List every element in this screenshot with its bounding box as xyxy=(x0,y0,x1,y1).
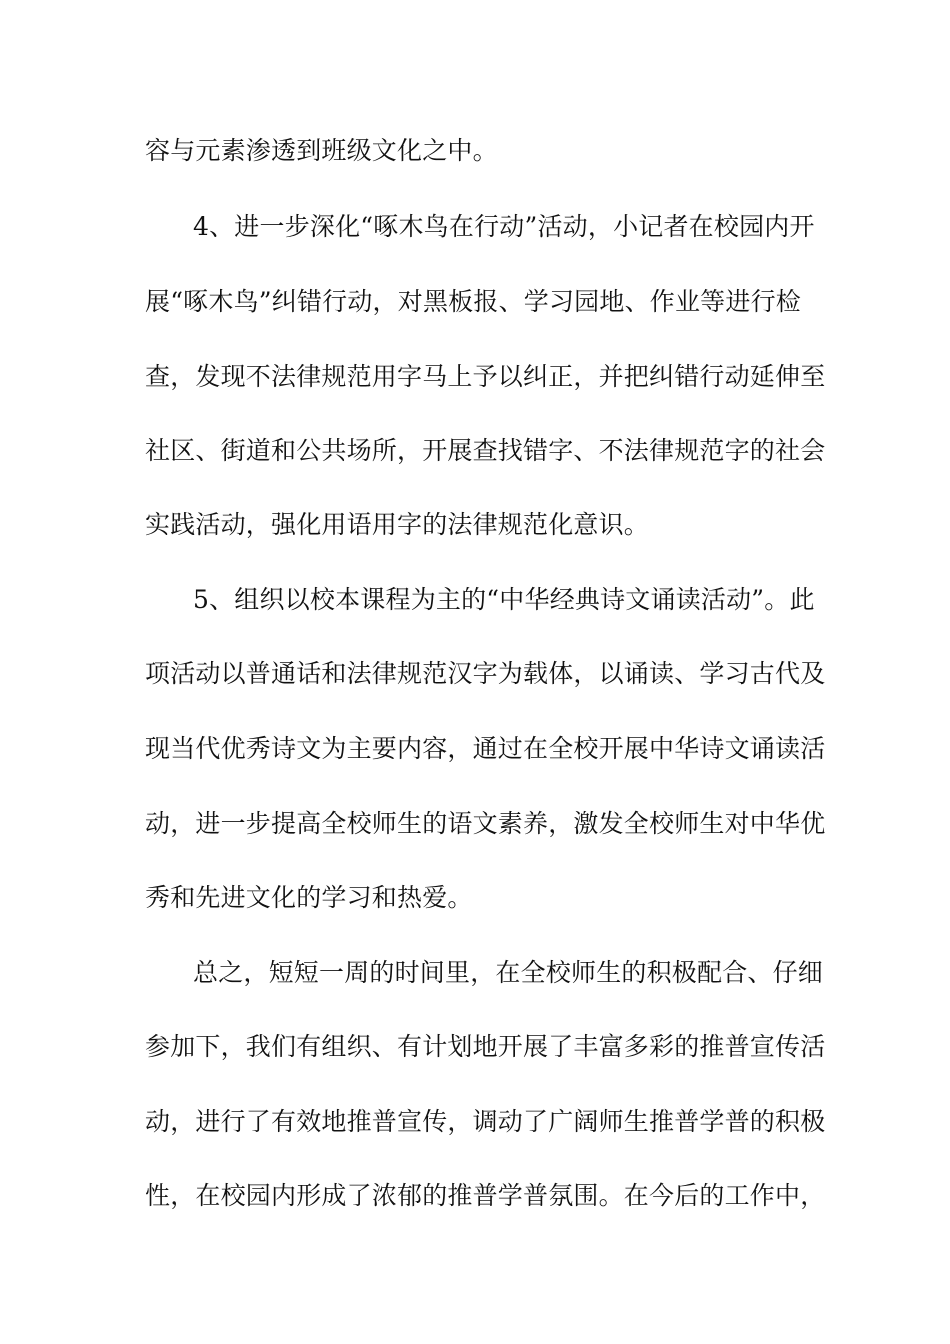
text-line: 社区、街道和公共场所，开展查找错字、不法律规范字的社会 xyxy=(145,436,826,465)
text-line: 展“啄木鸟”纠错行动，对黑板报、学习园地、作业等进行检 xyxy=(145,287,801,316)
text-line: 现当代优秀诗文为主要内容，通过在全校开展中华诗文诵读活 xyxy=(145,734,826,763)
text-line: 参加下，我们有组织、有计划地开展了丰富多彩的推普宣传活 xyxy=(145,1032,826,1061)
text-line: 动，进行了有效地推普宣传，调动了广阔师生推普学普的积极 xyxy=(145,1107,826,1136)
text-line: 秀和先进文化的学习和热爱。 xyxy=(145,883,473,912)
text-line: 4、进一步深化“啄木鸟在行动”活动，小记者在校园内开 xyxy=(193,212,815,241)
text-line: 项活动以普通话和法律规范汉字为载体，以诵读、学习古代及 xyxy=(145,659,826,688)
text-line: 5、组织以校本课程为主的“中华经典诗文诵读活动”。此 xyxy=(193,585,815,614)
text-line: 容与元素渗透到班级文化之中。 xyxy=(145,136,498,165)
text-line: 总之，短短一周的时间里，在全校师生的积极配合、仔细 xyxy=(193,958,824,987)
text-line: 查，发现不法律规范用字马上予以纠正，并把纠错行动延伸至 xyxy=(145,362,826,391)
text-line: 性，在校园内形成了浓郁的推普学普氛围。在今后的工作中， xyxy=(145,1181,826,1210)
text-line: 动，进一步提高全校师生的语文素养，激发全校师生对中华优 xyxy=(145,809,826,838)
text-line: 实践活动，强化用语用字的法律规范化意识。 xyxy=(145,510,650,539)
